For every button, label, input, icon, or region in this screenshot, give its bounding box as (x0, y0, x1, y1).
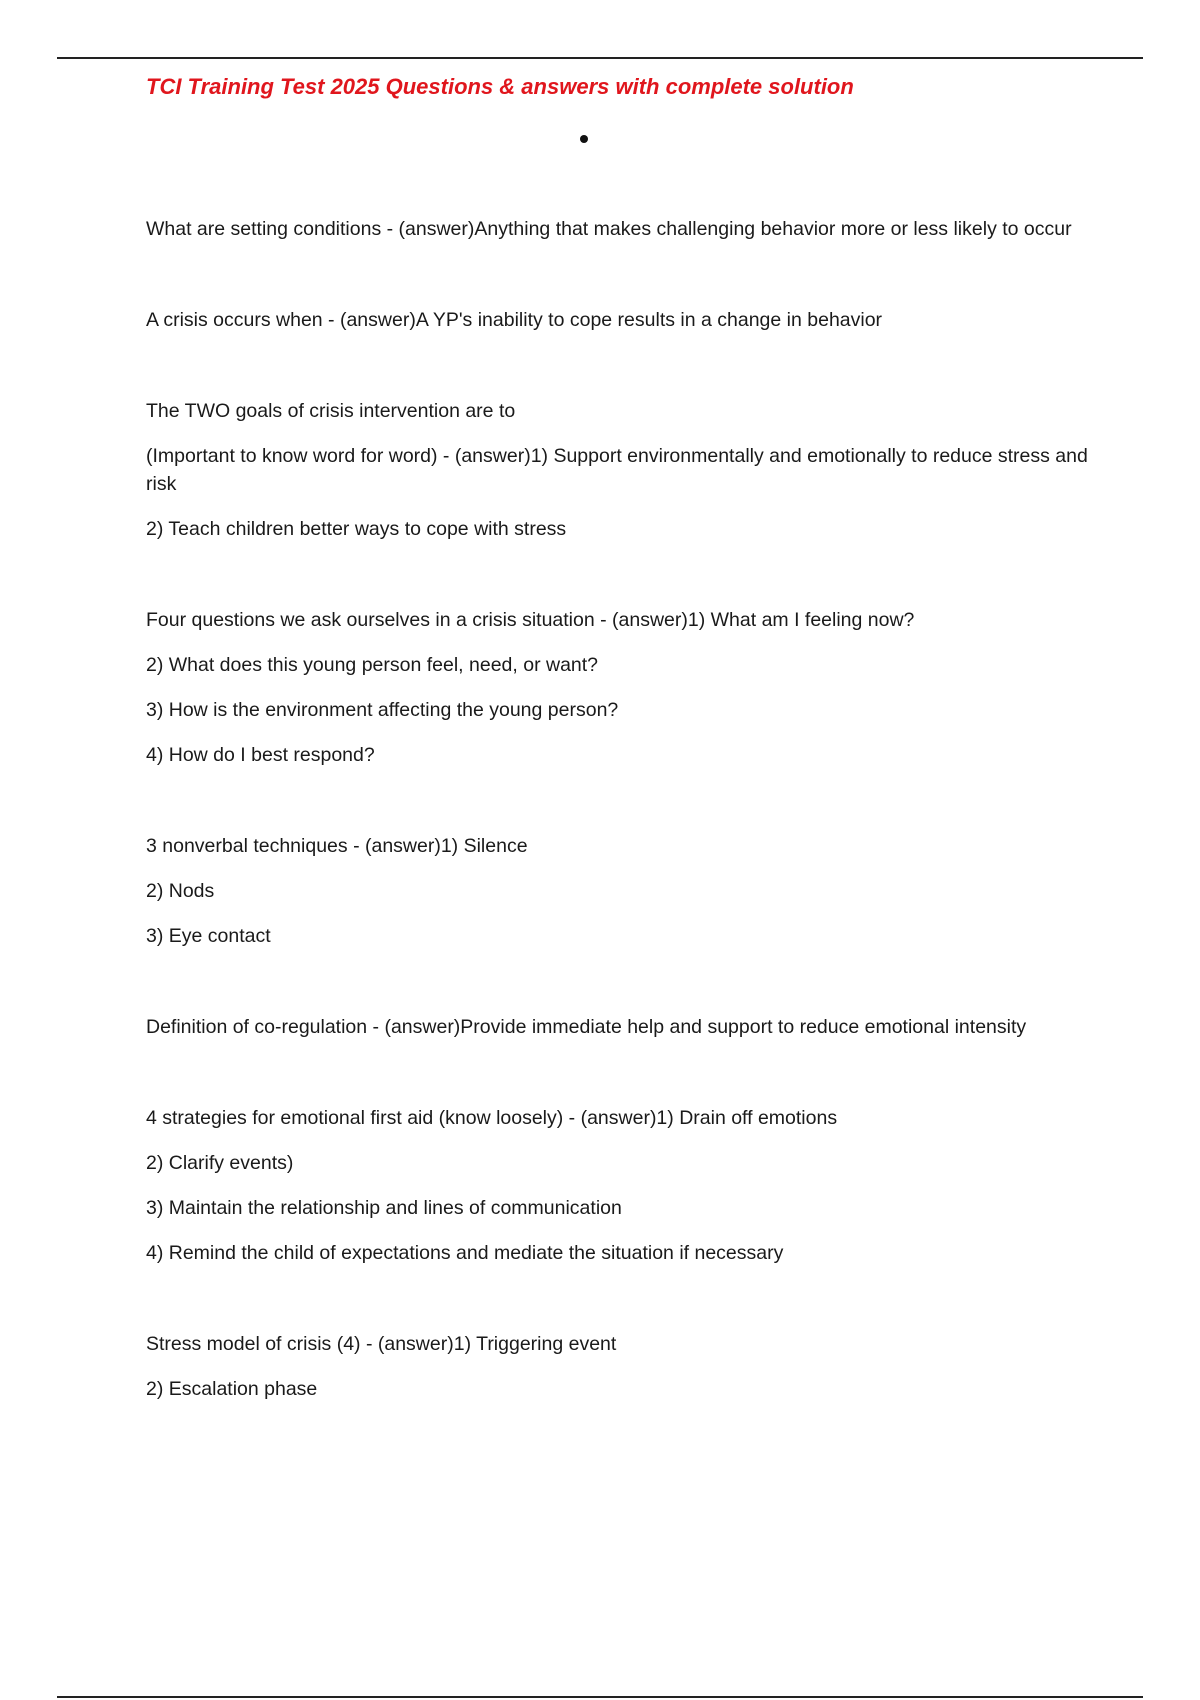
question-line: Stress model of crisis (4) - (answer)1) Triggering event (146, 1333, 617, 1355)
answer-line: 2) Nods (146, 880, 215, 902)
question-line: What are setting conditions - (answer)Anything that makes challenging behavior more or less likely to occur (146, 218, 1072, 240)
qa-list (146, 215, 1096, 1466)
qa-entry (146, 1330, 1096, 1403)
answer-line: 3) Eye contact (146, 925, 271, 947)
question-line: 3 nonverbal techniques - (answer)1) Silence (146, 835, 528, 857)
question-line: A crisis occurs when - (answer)A YP's inability to cope results in a change in behavior (146, 309, 883, 331)
answer-line: 2) Teach children better ways to cope with stress (146, 518, 567, 540)
qa-entry (146, 832, 1096, 950)
answer-line: 2) What does this young person feel, need, or want? (146, 654, 599, 676)
question-line: The TWO goals of crisis intervention are to (146, 400, 516, 422)
answer-line: 2) Escalation phase (146, 1378, 318, 1400)
question-line: 4 strategies for emotional first aid (know loosely) - (answer)1) Drain off emotions (146, 1107, 838, 1129)
top-rule (57, 57, 1143, 59)
answer-line: 3) How is the environment affecting the young person? (146, 699, 619, 721)
qa-entry (146, 306, 1096, 334)
question-line: Four questions we ask ourselves in a crisis situation - (answer)1) What am I feeling now? (146, 609, 915, 631)
answer-line: 3) Maintain the relationship and lines of communication (146, 1197, 622, 1219)
qa-entry (146, 397, 1096, 543)
qa-entry (146, 215, 1096, 243)
question-line: Definition of co-regulation - (answer)Provide immediate help and support to reduce emotional intensity (146, 1016, 1027, 1038)
answer-line: (Important to know word for word) - (answer)1) Support environmentally and emotionally to reduce stress and risk (146, 445, 1088, 495)
answer-line: 4) How do I best respond? (146, 744, 375, 766)
qa-entry (146, 606, 1096, 769)
document-title: TCI Training Test 2025 Questions & answers with complete solution (146, 74, 854, 99)
answer-line: 4) Remind the child of expectations and mediate the situation if necessary (146, 1242, 784, 1264)
answer-line: 2) Clarify events) (146, 1152, 294, 1174)
qa-entry (146, 1013, 1096, 1041)
qa-entry (146, 1104, 1096, 1267)
bottom-rule (57, 1696, 1143, 1698)
bullet-mark (580, 135, 588, 143)
